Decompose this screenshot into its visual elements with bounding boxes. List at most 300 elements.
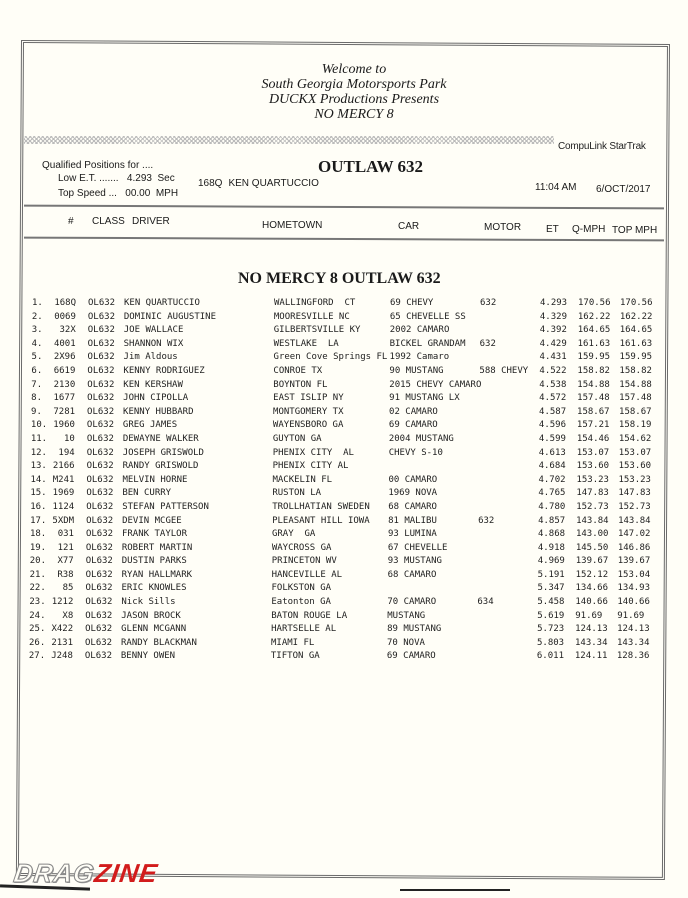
result-position: 18.: [29, 529, 47, 540]
hometown: MONTGOMERY TX: [273, 406, 344, 417]
table-row: [0, 556, 688, 570]
car-model: 2002 CAMARO: [389, 325, 450, 336]
qualifying-mph: 162.22: [577, 311, 611, 322]
car-number: 031: [57, 529, 74, 540]
driver-name: SHANNON WIX: [123, 338, 184, 349]
table-row: [0, 638, 688, 652]
timing-system-label: CompuLink StarTrak: [558, 141, 646, 152]
car-model: 65 CHEVELLE SS: [389, 311, 466, 322]
top-mph: 147.02: [617, 529, 651, 540]
elapsed-time: 4.765: [538, 488, 566, 499]
qualifying-mph: 170.56: [578, 298, 611, 308]
result-position: 19.: [29, 542, 47, 553]
qualifying-mph: 157.48: [577, 393, 610, 404]
table-row: [0, 611, 688, 625]
top-mph: 147.83: [618, 488, 651, 499]
table-row: [0, 380, 688, 394]
driver-name: JOE WALLACE: [123, 325, 184, 336]
results-table: [0, 298, 688, 665]
column-header-hometown: HOMETOWN: [262, 220, 323, 231]
class-code: OL632: [86, 474, 114, 485]
car-model: 89 MUSTANG: [387, 624, 442, 635]
car-number: 2130: [53, 379, 76, 390]
hometown: WAYCROSS GA: [271, 542, 332, 553]
class-code: OL632: [85, 542, 113, 553]
top-mph: 154.62: [618, 433, 652, 444]
low-et-label: Low E.T. ....... 4.293 Sec: [58, 173, 175, 184]
car-number: 1969: [52, 488, 75, 499]
driver-name: RANDY BLACKMAN: [121, 637, 197, 648]
car-model: 91 MUSTANG LX: [389, 393, 460, 404]
result-position: 5.: [31, 352, 43, 363]
elapsed-time: 5.803: [537, 637, 565, 648]
class-code: OL632: [85, 597, 113, 608]
car-model: CHEVY S-10: [388, 447, 443, 458]
driver-name: KENNY HUBBARD: [123, 406, 194, 417]
scan-edge: [400, 889, 510, 891]
dragzine-logo: [12, 858, 160, 889]
driver-name: JOHN CIPOLLA: [123, 393, 189, 404]
result-position: 7.: [31, 379, 43, 390]
table-row: [0, 543, 688, 557]
class-code: OL632: [86, 461, 114, 472]
qualifying-mph: 143.84: [576, 515, 609, 526]
table-row: [0, 448, 688, 462]
driver-name: Jim Aldous: [123, 352, 178, 363]
top-mph: 154.88: [619, 379, 652, 390]
driver-name: STEFAN PATTERSON: [122, 501, 209, 512]
result-position: 13.: [30, 461, 47, 472]
car-number: 1960: [53, 420, 75, 431]
class-code: OL632: [87, 311, 115, 322]
table-row: [0, 570, 688, 584]
car-model: 93 LUMINA: [387, 529, 437, 540]
hometown: Eatonton GA: [271, 597, 331, 608]
car-number: 1212: [51, 597, 74, 608]
driver-name: RANDY GRISWOLD: [122, 461, 199, 472]
elapsed-time: 4.969: [537, 556, 565, 567]
qualifying-mph: 147.83: [576, 488, 609, 499]
top-mph: 152.73: [618, 501, 651, 512]
result-position: 22.: [29, 583, 46, 594]
car-model: 1969 NOVA: [388, 488, 438, 499]
elapsed-time: 5.347: [537, 583, 565, 594]
top-mph: 159.95: [619, 352, 653, 363]
elapsed-time: 4.431: [539, 352, 567, 363]
class-code: OL632: [88, 298, 116, 308]
table-row: [0, 624, 688, 638]
low-et-holder-number: 168Q: [198, 178, 223, 189]
result-position: 16.: [30, 501, 47, 512]
class-code: OL632: [87, 393, 115, 404]
driver-name: DEVIN MCGEE: [122, 515, 182, 526]
column-header-et: ET: [546, 224, 559, 235]
car-model: 70 CAMARO: [387, 597, 437, 608]
presenter-line: DUCKX Productions Presents: [268, 92, 440, 107]
table-row: [0, 529, 688, 543]
table-row: [0, 475, 688, 489]
class-code: OL632: [85, 569, 113, 580]
driver-name: KENNY RODRIGUEZ: [123, 365, 205, 376]
hometown: FOLKSTON GA: [271, 583, 332, 594]
car-model: 2004 MUSTANG: [388, 433, 454, 444]
welcome-line: Welcome to: [321, 62, 387, 77]
driver-name: ERIC KNOWLES: [121, 583, 187, 594]
car-number: 121: [57, 542, 74, 553]
elapsed-time: 4.293: [540, 298, 568, 308]
class-code: OL632: [86, 501, 114, 512]
table-row: [0, 366, 688, 380]
top-mph: 91.69: [617, 610, 645, 621]
class-code: OL632: [87, 406, 115, 417]
hometown: GILBERTSVILLE KY: [273, 325, 361, 336]
result-position: 25.: [29, 624, 46, 635]
car-model: 70 NOVA: [387, 637, 425, 648]
top-mph: 158.67: [619, 406, 652, 417]
top-mph: 158.82: [619, 365, 652, 376]
qualifying-mph: 158.82: [577, 365, 610, 376]
hometown: PHENIX CITY AL: [272, 447, 354, 458]
column-header-motor: MOTOR: [484, 222, 522, 233]
driver-name: JOSEPH GRISWOLD: [122, 447, 204, 458]
qualifying-mph: 153.60: [576, 461, 610, 472]
qualifying-mph: 91.69: [575, 610, 603, 621]
result-position: 15.: [30, 488, 47, 499]
result-position: 24.: [29, 610, 46, 621]
top-mph: 153.04: [617, 569, 651, 580]
column-header-driver: DRIVER: [132, 216, 170, 227]
column-header-number: #: [68, 216, 74, 227]
table-row: [0, 597, 688, 611]
qualifying-mph: 154.88: [577, 379, 610, 390]
motor: 632: [479, 338, 496, 349]
class-code: OL632: [86, 488, 114, 499]
car-number: 168Q: [54, 298, 76, 308]
table-row: [0, 461, 688, 475]
class-code: OL632: [87, 325, 115, 336]
car-model: 2015 CHEVY CAMARO: [389, 379, 482, 390]
hometown: EAST ISLIP NY: [273, 393, 344, 404]
top-mph: 140.66: [617, 597, 650, 608]
car-number: 6619: [53, 365, 76, 376]
elapsed-time: 4.392: [539, 325, 567, 336]
hometown: PRINCETON WV: [271, 556, 337, 567]
result-position: 2.: [31, 311, 43, 322]
class-code: OL632: [86, 420, 115, 431]
class-title: OUTLAW 632: [318, 157, 424, 176]
hometown: BOYNTON FL: [273, 379, 328, 390]
motor: 632: [480, 298, 497, 308]
logo-zine-text: ZINE: [92, 858, 160, 888]
result-position: 9.: [31, 406, 42, 417]
qualifying-mph: 134.66: [575, 583, 608, 594]
hometown: Green Cove Springs FL: [273, 352, 388, 363]
class-code: OL632: [84, 651, 112, 662]
class-code: OL632: [85, 556, 113, 567]
hometown: PLEASANT HILL IOWA: [272, 515, 370, 526]
class-code: OL632: [86, 433, 114, 444]
table-row: [0, 434, 688, 448]
class-code: OL632: [86, 515, 114, 526]
car-model: 1992 Camaro: [389, 352, 450, 363]
car-number: 1677: [53, 393, 76, 404]
elapsed-time: 4.684: [538, 461, 566, 472]
elapsed-time: 4.702: [538, 474, 566, 485]
hometown: WALLINGFORD CT: [274, 298, 356, 308]
top-mph: 134.93: [617, 583, 650, 594]
motor: 588 CHEVY: [479, 365, 529, 376]
class-code: OL632: [87, 365, 115, 376]
qualifying-mph: 152.12: [575, 569, 609, 580]
elapsed-time: 4.572: [539, 393, 567, 404]
driver-name: JASON BROCK: [121, 610, 181, 621]
driver-name: GREG JAMES: [122, 420, 178, 431]
car-model: 00 CAMARO: [388, 474, 438, 485]
driver-name: KEN KERSHAW: [123, 379, 183, 390]
hometown: WAYENSBORO GA: [272, 420, 344, 431]
top-mph: 161.63: [619, 338, 653, 349]
driver-name: ROBERT MARTIN: [121, 542, 193, 553]
car-number: 0069: [54, 311, 76, 322]
elapsed-time: 4.857: [538, 515, 566, 526]
car-model: 93 MUSTANG: [387, 556, 442, 567]
result-position: 3.: [31, 325, 43, 336]
top-mph: 143.34: [617, 637, 650, 648]
top-mph: 128.36: [616, 651, 650, 662]
elapsed-time: 6.011: [536, 651, 564, 662]
hometown: TROLLHATIAN SWEDEN: [272, 501, 370, 512]
qualifying-mph: 153.07: [576, 447, 610, 458]
class-code: OL632: [87, 338, 115, 349]
result-position: 26.: [29, 637, 46, 648]
qualifying-mph: 154.46: [576, 433, 610, 444]
car-number: 2X96: [53, 352, 76, 363]
class-code: OL632: [87, 352, 115, 363]
low-et-holder: [198, 178, 325, 189]
car-model: BICKEL GRANDAM: [389, 338, 466, 349]
qualifying-mph: 157.21: [576, 420, 610, 431]
car-model: 69 CAMARO: [386, 651, 436, 662]
car-number: 194: [58, 447, 75, 458]
report-date: 6/OCT/2017: [596, 184, 651, 195]
class-code: OL632: [85, 624, 113, 635]
table-row: [0, 298, 688, 312]
qualifying-mph: 139.67: [575, 556, 609, 567]
car-number: 2131: [51, 637, 73, 648]
table-row: [0, 583, 688, 597]
class-code: OL632: [85, 529, 114, 540]
table-row: [0, 352, 688, 366]
car-number: R38: [57, 569, 74, 580]
table-row: [0, 325, 688, 339]
top-mph: 164.65: [619, 325, 653, 336]
top-mph: 146.86: [617, 542, 651, 553]
car-model: 67 CHEVELLE: [387, 542, 448, 553]
qualifying-mph: 143.34: [575, 637, 608, 648]
hometown: MACKELIN FL: [272, 474, 333, 485]
driver-name: GLENN MCGANN: [121, 624, 187, 635]
driver-name: MELVIN HORNE: [122, 474, 188, 485]
car-model: 02 CAMARO: [389, 406, 438, 417]
top-mph: 170.56: [620, 298, 653, 308]
class-code: OL632: [85, 583, 113, 594]
hometown: GUYTON GA: [272, 433, 322, 444]
result-position: 11.: [30, 433, 48, 444]
result-position: 23.: [29, 597, 46, 608]
hometown: BATON ROUGE LA: [271, 610, 348, 621]
elapsed-time: 5.619: [537, 610, 565, 621]
low-et-holder-name: KEN QUARTUCCIO: [228, 178, 319, 189]
driver-name: BEN CURRY: [122, 488, 172, 499]
car-number: 5XDM: [52, 515, 75, 526]
car-model: 68 CAMARO: [387, 569, 437, 580]
result-position: 4.: [31, 338, 43, 349]
car-model: 81 MALIBU: [388, 515, 437, 526]
car-model: MUSTANG: [387, 610, 426, 621]
elapsed-time: 4.596: [538, 420, 567, 431]
table-row: [0, 393, 688, 407]
result-position: 21.: [29, 569, 46, 580]
hometown: HANCEVILLE AL: [271, 569, 343, 580]
car-number: 4001: [53, 338, 76, 349]
elapsed-time: 4.780: [538, 501, 566, 512]
driver-name: RYAN HALLMARK: [121, 569, 193, 580]
results-title: NO MERCY 8 OUTLAW 632: [238, 270, 441, 287]
qualifying-mph: 159.95: [577, 352, 611, 363]
car-model: 90 MUSTANG: [389, 365, 444, 376]
car-number: M241: [52, 474, 75, 485]
motor: 634: [477, 597, 494, 608]
elapsed-time: 4.599: [538, 433, 566, 444]
result-position: 6.: [31, 365, 43, 376]
class-code: OL632: [85, 637, 113, 648]
elapsed-time: 4.522: [539, 365, 567, 376]
top-mph: 158.19: [618, 420, 652, 431]
top-speed-label: Top Speed ... 00.00 MPH: [58, 188, 179, 199]
result-position: 14.: [30, 474, 47, 485]
driver-name: Nick Sills: [121, 597, 176, 608]
hometown: RUSTON LA: [272, 488, 322, 499]
qualifying-mph: 153.23: [576, 474, 609, 485]
class-code: OL632: [87, 379, 115, 390]
car-number: 32X: [59, 325, 76, 336]
car-number: X8: [62, 610, 74, 621]
result-position: 20.: [29, 556, 46, 567]
table-row: [0, 420, 688, 434]
top-mph: 143.84: [618, 515, 651, 526]
top-mph: 153.07: [618, 447, 652, 458]
column-header-car: CAR: [398, 221, 420, 232]
top-mph: 124.13: [617, 624, 650, 635]
qualified-positions-label: Qualified Positions for ....: [42, 160, 154, 171]
top-mph: 153.23: [618, 474, 651, 485]
event-welcome-header: [0, 62, 688, 122]
car-model: 68 CAMARO: [388, 501, 437, 512]
elapsed-time: 4.538: [539, 379, 567, 390]
result-position: 27.: [28, 651, 46, 662]
motor: 632: [478, 515, 495, 526]
qualifying-mph: 161.63: [577, 338, 611, 349]
elapsed-time: 5.191: [537, 569, 565, 580]
hometown: GRAY GA: [271, 529, 316, 540]
table-row: [0, 651, 688, 665]
top-mph: 162.22: [619, 311, 653, 322]
column-header-topmph: TOP MPH: [612, 225, 658, 236]
qualifying-mph: 143.00: [575, 529, 609, 540]
table-row: [0, 516, 688, 530]
qualifying-mph: 124.11: [574, 651, 608, 662]
elapsed-time: 4.918: [537, 542, 565, 553]
hometown: HARTSELLE AL: [271, 624, 337, 635]
result-position: 8.: [31, 393, 43, 404]
result-position: 1.: [32, 298, 43, 308]
car-number: 85: [62, 583, 74, 594]
elapsed-time: 4.329: [539, 311, 567, 322]
table-row: [0, 312, 688, 326]
driver-name: DEWAYNE WALKER: [122, 433, 199, 444]
elapsed-time: 4.613: [538, 447, 566, 458]
hometown: WESTLAKE LA: [273, 338, 339, 349]
driver-name: DOMINIC AUGUSTINE: [123, 311, 217, 322]
top-mph: 153.60: [618, 461, 652, 472]
driver-name: FRANK TAYLOR: [121, 529, 187, 540]
driver-name: KEN QUARTUCCIO: [124, 298, 200, 308]
elapsed-time: 4.587: [539, 406, 567, 417]
car-number: X422: [51, 624, 74, 635]
elapsed-time: 5.723: [537, 624, 565, 635]
car-model: 69 CAMARO: [388, 420, 438, 431]
table-row: [0, 407, 688, 421]
hometown: PHENIX CITY AL: [272, 461, 349, 472]
top-mph: 157.48: [619, 393, 652, 404]
top-mph: 139.67: [617, 556, 651, 567]
result-position: 10.: [30, 420, 48, 431]
venue-line: South Georgia Motorsports Park: [261, 77, 447, 92]
event-name-line: NO MERCY 8: [314, 107, 394, 122]
hatched-divider: [24, 136, 554, 144]
hometown: TIFTON GA: [270, 651, 320, 662]
qualifying-mph: 152.73: [576, 501, 609, 512]
logo-drag-text: DRAG: [11, 858, 97, 888]
table-row: [0, 502, 688, 516]
elapsed-time: 4.868: [537, 529, 566, 540]
qualifying-mph: 158.67: [577, 406, 610, 417]
car-number: 10: [63, 433, 75, 444]
table-row: [0, 488, 688, 502]
qualifying-mph: 145.50: [575, 542, 609, 553]
car-number: X77: [57, 556, 74, 567]
column-header-class: CLASS: [92, 216, 125, 227]
report-time: 11:04 AM: [535, 182, 577, 193]
class-code: OL632: [85, 610, 113, 621]
hometown: MIAMI FL: [271, 637, 315, 648]
driver-name: BENNY OWEN: [120, 651, 176, 662]
column-header-qmph: Q-MPH: [572, 224, 606, 235]
car-model: 69 CHEVY: [390, 298, 434, 308]
car-number: 7281: [53, 406, 76, 417]
hometown: MOORESVILLE NC: [273, 311, 350, 322]
qualifying-mph: 124.13: [575, 624, 608, 635]
result-position: 17.: [30, 515, 47, 526]
result-position: 12.: [30, 447, 47, 458]
elapsed-time: 5.458: [537, 597, 565, 608]
hometown: CONROE TX: [273, 365, 323, 376]
qualifying-mph: 140.66: [575, 597, 608, 608]
table-row: [0, 339, 688, 353]
car-number: 1124: [52, 501, 75, 512]
qualifying-mph: 164.65: [577, 325, 611, 336]
class-code: OL632: [86, 447, 114, 458]
